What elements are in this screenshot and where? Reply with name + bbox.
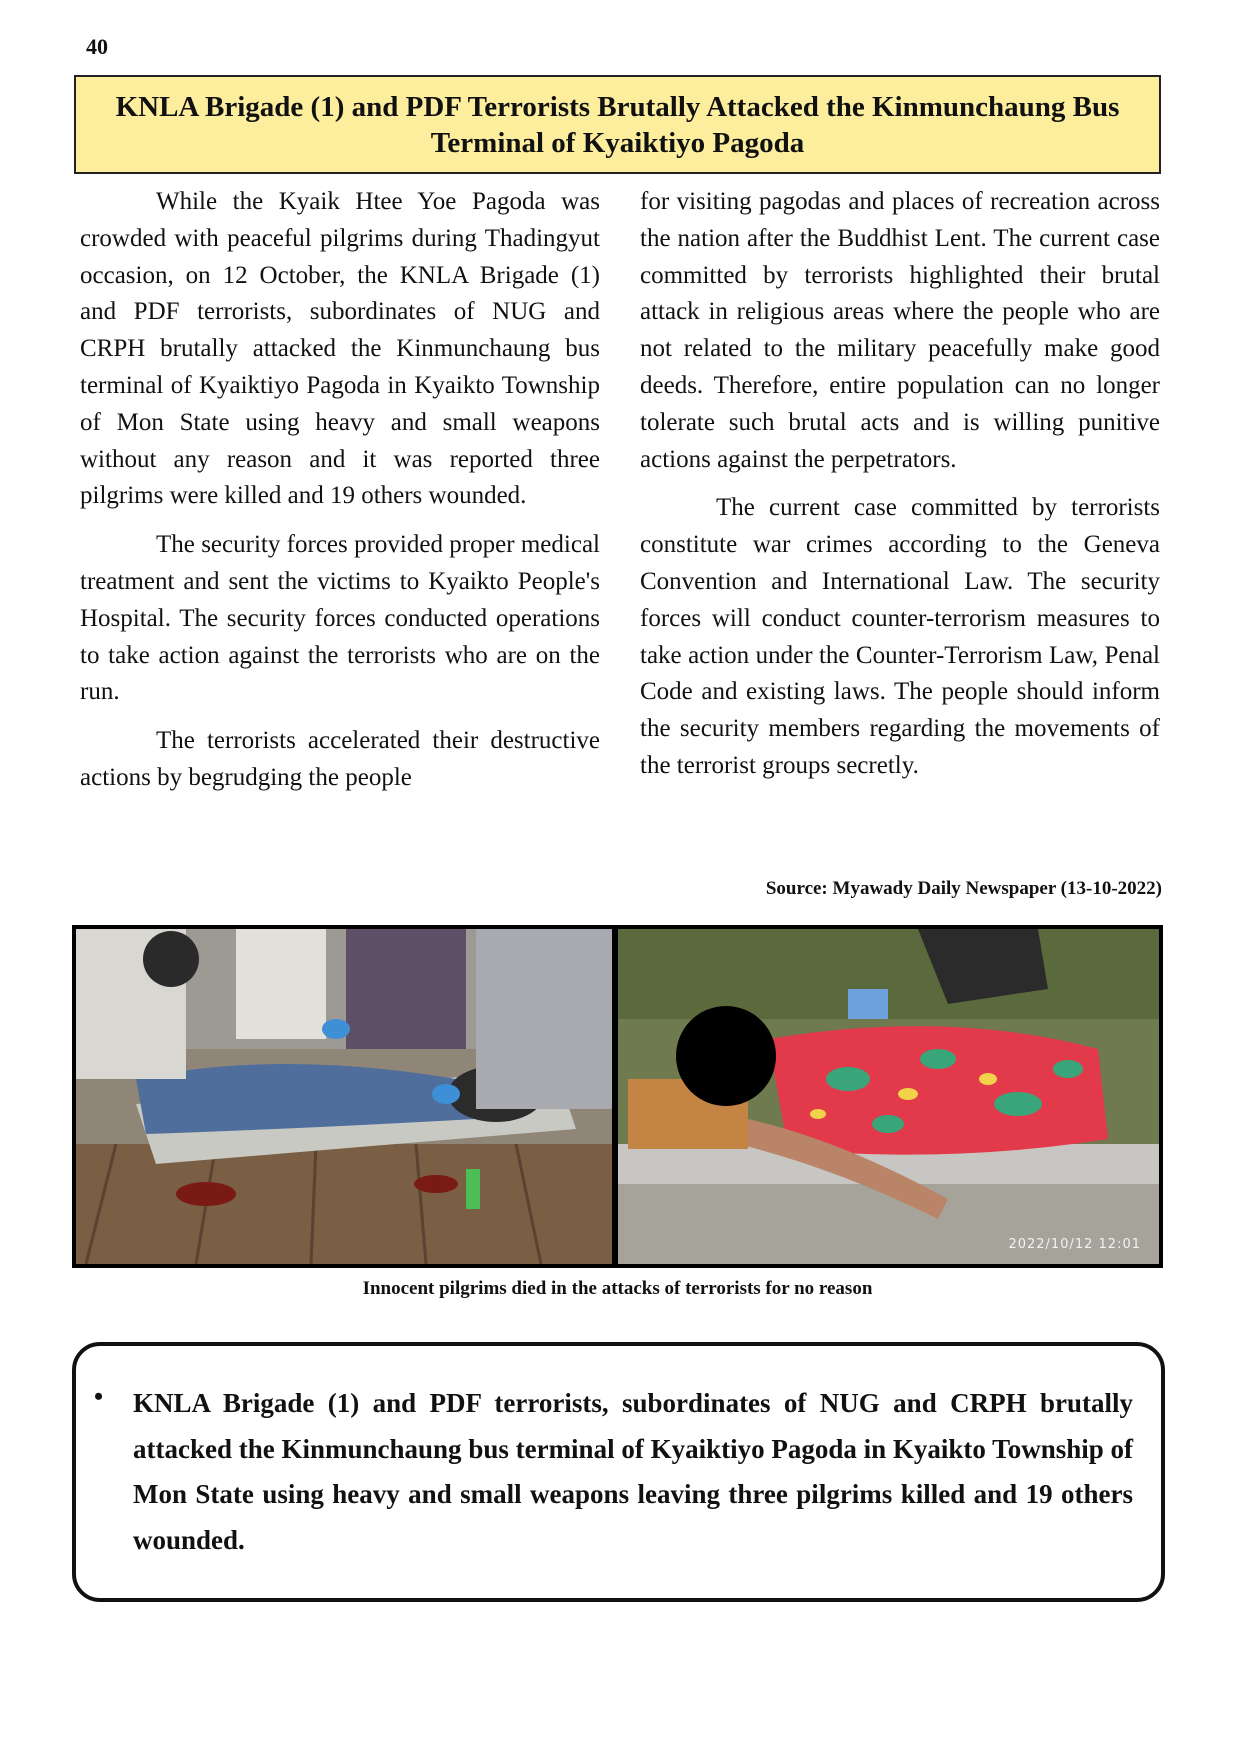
photo-right-image (618, 929, 1159, 1264)
photo-strip (72, 925, 1163, 1268)
article-paragraph: The current case committed by terrorists constitute war crimes according to the Geneva Convention and International Law. The security forces will conduct counter-terrorism measures to take action under the Counter-Terrorism Law, Penal Code and existing laws. The people should inform the security members regarding the movements of the terrorist groups secretly. (640, 494, 1160, 779)
article-right-column (640, 184, 1160, 797)
summary-text: KNLA Brigade (1) and PDF terrorists, subordinates of NUG and CRPH brutally attacked the Kinmunchaung bus terminal of Kyaiktiyo Pagoda in Kyaikto Township of Mon State using heavy and small weapons leaving three pilgrims killed and 19 others wounded. (133, 1388, 1133, 1555)
photo-left (76, 929, 612, 1264)
page-title: KNLA Brigade (1) and PDF Terrorists Brutally Attacked the Kinmunchaung Bus Terminal of Kyaiktiyo Pagoda (115, 90, 1120, 159)
bullet-marker: • (94, 1382, 104, 1411)
photo-right (618, 929, 1159, 1264)
article-left-column (80, 184, 600, 809)
photo-left-image (76, 929, 612, 1264)
article-paragraph: for visiting pagodas and places of recreation across the nation after the Buddhist Lent. The current case committed by terrorists highlighted their brutal attack in religious areas where the people who are not related to the military peacefully make good deeds. Therefore, entire population can no longer tolerate such brutal acts and is willing punitive actions against the perpetrators. (640, 188, 1160, 473)
article-paragraph: The terrorists accelerated their destructive actions by begrudging the people (80, 727, 600, 791)
source-credit: Source: Myawady Daily Newspaper (13-10-2022) (765, 878, 1162, 899)
photo-timestamp: 2022/10/12 12:01 (1008, 1237, 1141, 1252)
headline-banner (74, 75, 1161, 174)
article-paragraph: While the Kyaik Htee Yoe Pagoda was crowded with peaceful pilgrims during Thadingyut occasion, on 12 October, the KNLA Brigade (1) and PDF terrorists, subordinates of NUG and CRPH brutally attacked the Kinmunchaung bus terminal of Kyaiktiyo Pagoda in Kyaikto Township of Mon State using heavy and small weapons without any reason and it was reported three pilgrims were killed and 19 others wounded. (80, 188, 600, 510)
summary-box (72, 1342, 1165, 1602)
photo-caption: Innocent pilgrims died in the attacks of terrorists for no reason (362, 1278, 873, 1299)
page-number: 40 (86, 34, 108, 59)
article-paragraph: The security forces provided proper medical treatment and sent the victims to Kyaikto People's Hospital. The security forces conducted operations to take action against the terrorists who are on the run. (80, 531, 600, 706)
